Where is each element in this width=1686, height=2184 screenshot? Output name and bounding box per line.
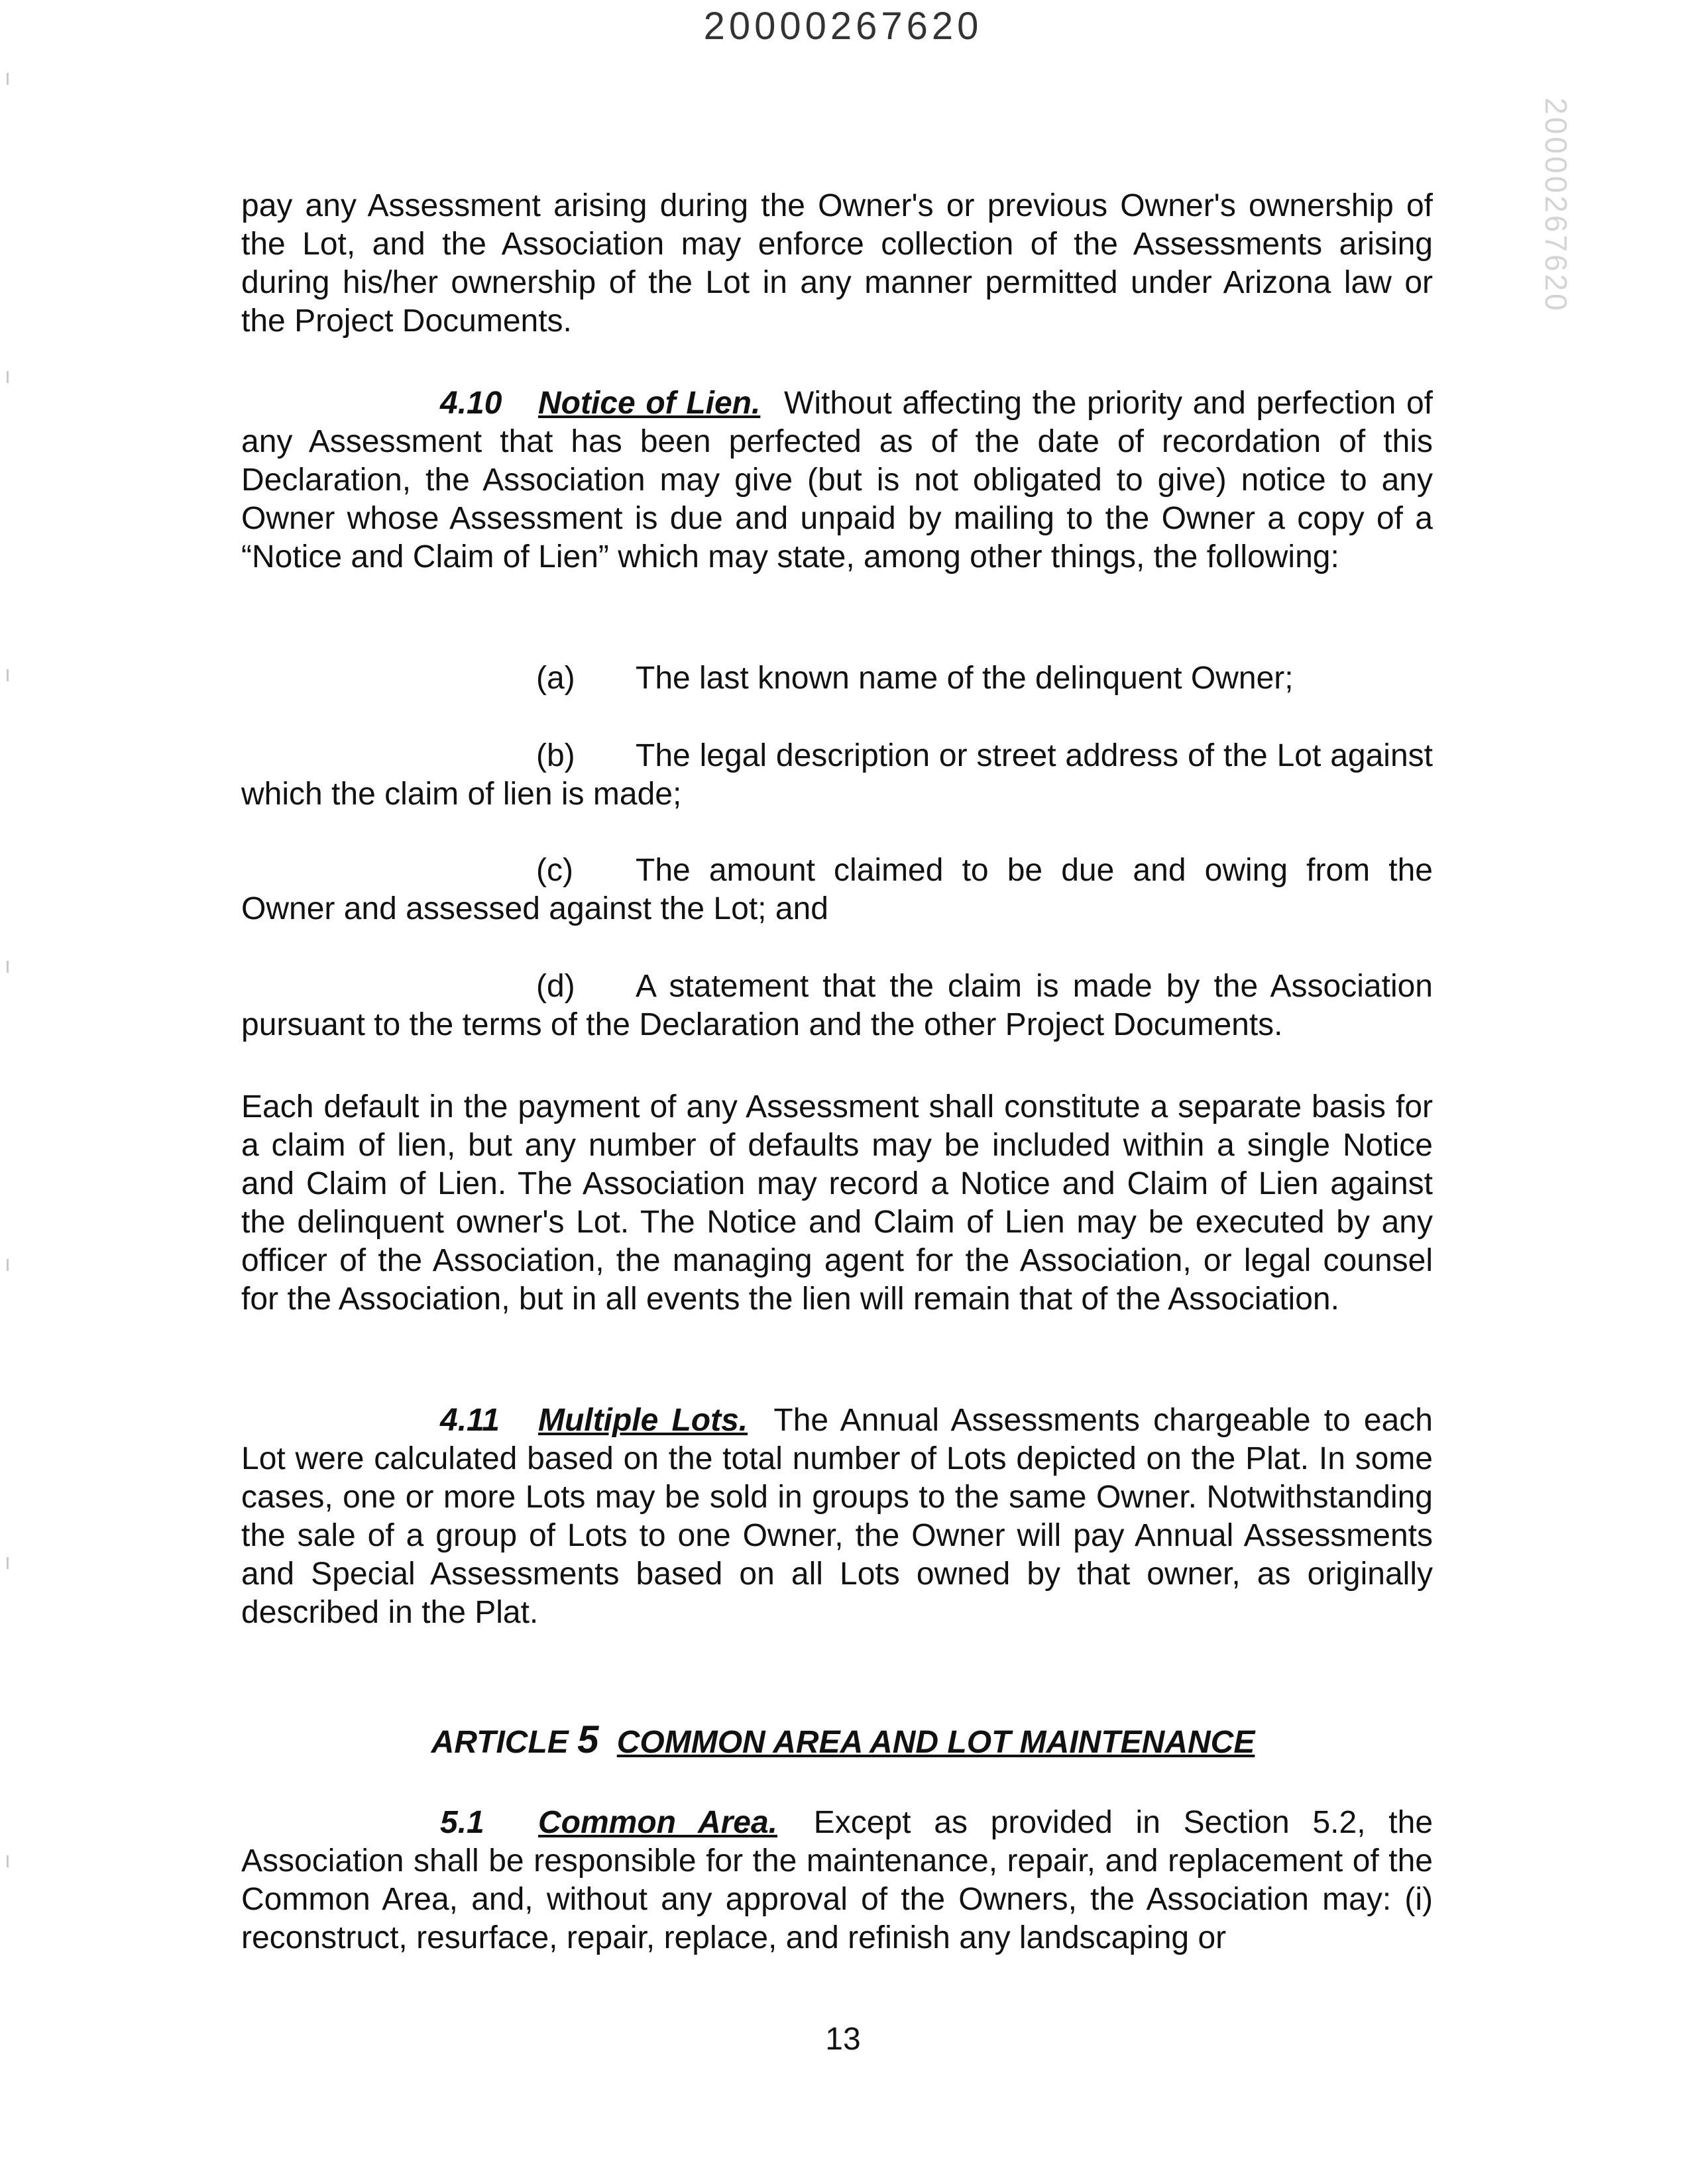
margin-mark xyxy=(7,961,9,973)
section-number: 4.11 xyxy=(440,1403,500,1438)
margin-mark xyxy=(7,73,9,85)
item-label: (d) xyxy=(536,969,575,1004)
section-number: 5.1 xyxy=(440,1805,484,1840)
list-item-b xyxy=(241,737,1433,814)
section-number: 4.10 xyxy=(440,386,502,421)
item-label: (b) xyxy=(536,738,575,773)
section-4-11 xyxy=(241,1401,1433,1632)
paragraph-continuation xyxy=(241,187,1433,341)
article-number: 5 xyxy=(577,1718,599,1761)
article-heading xyxy=(0,1718,1686,1762)
page-number: 13 xyxy=(825,2022,861,2057)
section-text: Without affecting the priority and perfection of any Assessment that has been perfected as of the date of recordation of this Declaration, the Association may give (but is not obligated to give) notice to any Owner whose Assessment is due and unpaid by mailing to the Owner a copy of a “Notice and Claim of Lien” which may state, among other things, the following: xyxy=(241,386,1433,574)
section-text: Except as provided in Section 5.2, the Association shall be responsible for the maintenance, repair, and replacement of the Common Area, and, without any approval of the Owners, the Association may: (i) reconstruct, resurface, repair, replace, and refinish any landscaping or xyxy=(241,1805,1433,1955)
section-text: The Annual Assessments chargeable to each Lot were calculated based on the total number of Lots depicted on the Plat. In some cases, one or more Lots may be sold in groups to the same Owner. Notwithstanding the sale of a group of Lots to one Owner, the Owner will pay Annual Assessments and Special Assessments based on all Lots owned by that owner, as originally described in the Plat. xyxy=(241,1403,1433,1630)
side-stamp-text: 20000267620 xyxy=(1539,97,1573,313)
side-stamp xyxy=(1536,99,1576,311)
paragraph-text: pay any Assessment arising during the Owner's or previous Owner's ownership of the Lot, and the Association may enforce collection of the Assessments arising during his/her ownership of the Lot in any manner permitted under Arizona law or the Project Documents. xyxy=(241,188,1433,339)
item-text: The amount claimed to be due and owing from the Owner and assessed against the Lot; and xyxy=(241,853,1433,926)
margin-mark xyxy=(7,1855,9,1867)
section-5-1 xyxy=(241,1804,1433,1957)
list-item-a xyxy=(241,659,1433,698)
margin-mark xyxy=(7,371,9,383)
item-text: The last known name of the delinquent Owner; xyxy=(636,661,1294,696)
item-text: The legal description or street address of the Lot against which the claim of lien is made; xyxy=(241,738,1433,812)
list-item-c xyxy=(241,851,1433,928)
item-label: (c) xyxy=(536,853,573,888)
section-title: Multiple Lots. xyxy=(538,1403,748,1438)
section-title: Common Area. xyxy=(538,1805,778,1840)
item-label: (a) xyxy=(536,661,575,696)
margin-mark xyxy=(7,1557,9,1569)
margin-mark xyxy=(7,1259,9,1271)
paragraph-text: Each default in the payment of any Assessment shall constitute a separate basis for a claim of lien, but any number of defaults may be included within a single Notice and Claim of Lien. The Association may record a Notice and Claim of Lien against the delinquent owner's Lot. The Notice and Claim of Lien may be executed by any officer of the Association, the managing agent for the Association, or legal counsel for the Association, but in all events the lien will remain that of the Association. xyxy=(241,1089,1433,1317)
section-title: Notice of Lien. xyxy=(538,386,761,421)
document-number: 20000267620 xyxy=(703,5,983,48)
section-4-10 xyxy=(241,384,1433,576)
article-title: COMMON AREA AND LOT MAINTENANCE xyxy=(616,1725,1255,1760)
paragraph-default xyxy=(241,1088,1433,1319)
list-item-d xyxy=(241,967,1433,1044)
article-prefix: ARTICLE xyxy=(431,1725,569,1760)
item-text: A statement that the claim is made by the Association pursuant to the terms of the Declaration and the other Project Documents. xyxy=(241,969,1433,1042)
margin-mark xyxy=(7,669,9,681)
